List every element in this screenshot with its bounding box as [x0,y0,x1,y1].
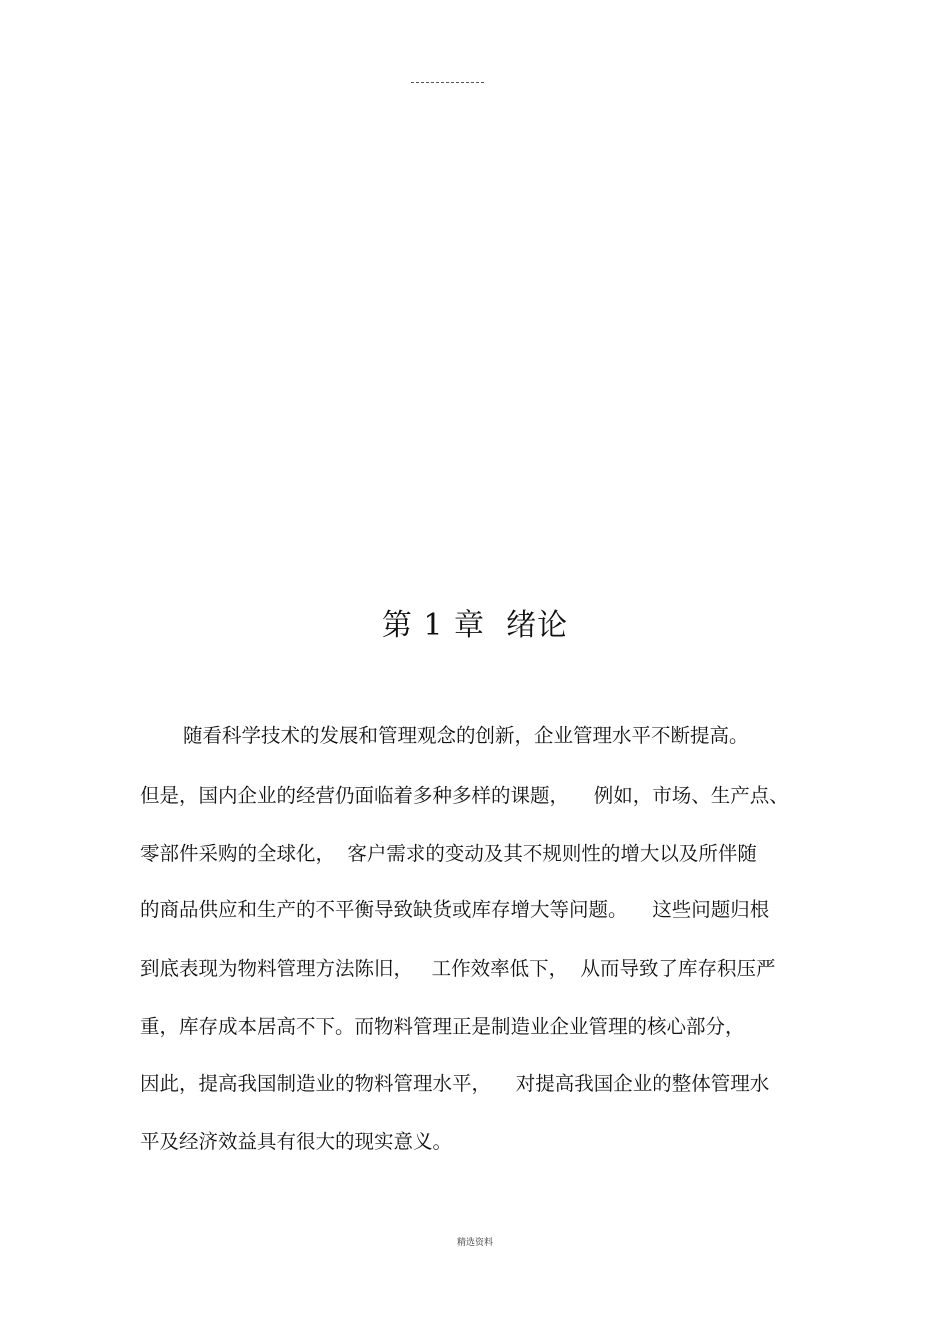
footer-label: 精选资料 [456,1238,493,1248]
body-line: 平及经济效益具有很大的现实意义。 [140,1130,453,1153]
body-line: 的商品供应和生产的不平衡导致缺货或库存增大等问题。 这些问题归根 [140,898,770,921]
body-line: 随看科学技术的发展和管理观念的创新，企业管理水平不断提高。 [183,724,749,747]
body-line: 零部件采购的全球化， 客户需求的变动及其不规则性的增大以及所伴随 [140,842,757,865]
body-line: 到底表现为物料管理方法陈旧， 工作效率低下， 从而导致了库存积压严 [140,957,776,980]
header-rule [411,82,484,83]
body-line: 重，库存成本居高不下。而物料管理正是制造业企业管理的核心部分， [140,1015,745,1038]
body-line: 但是，国内企业的经营仍面临着多种多样的课题， 例如，市场、生产点、 [140,784,789,807]
chapter-title: 第 1 章 绪论 [381,608,569,643]
body-line: 因此，提高我国制造业的物料管理水平， 对提高我国企业的整体管理水 [140,1072,770,1095]
